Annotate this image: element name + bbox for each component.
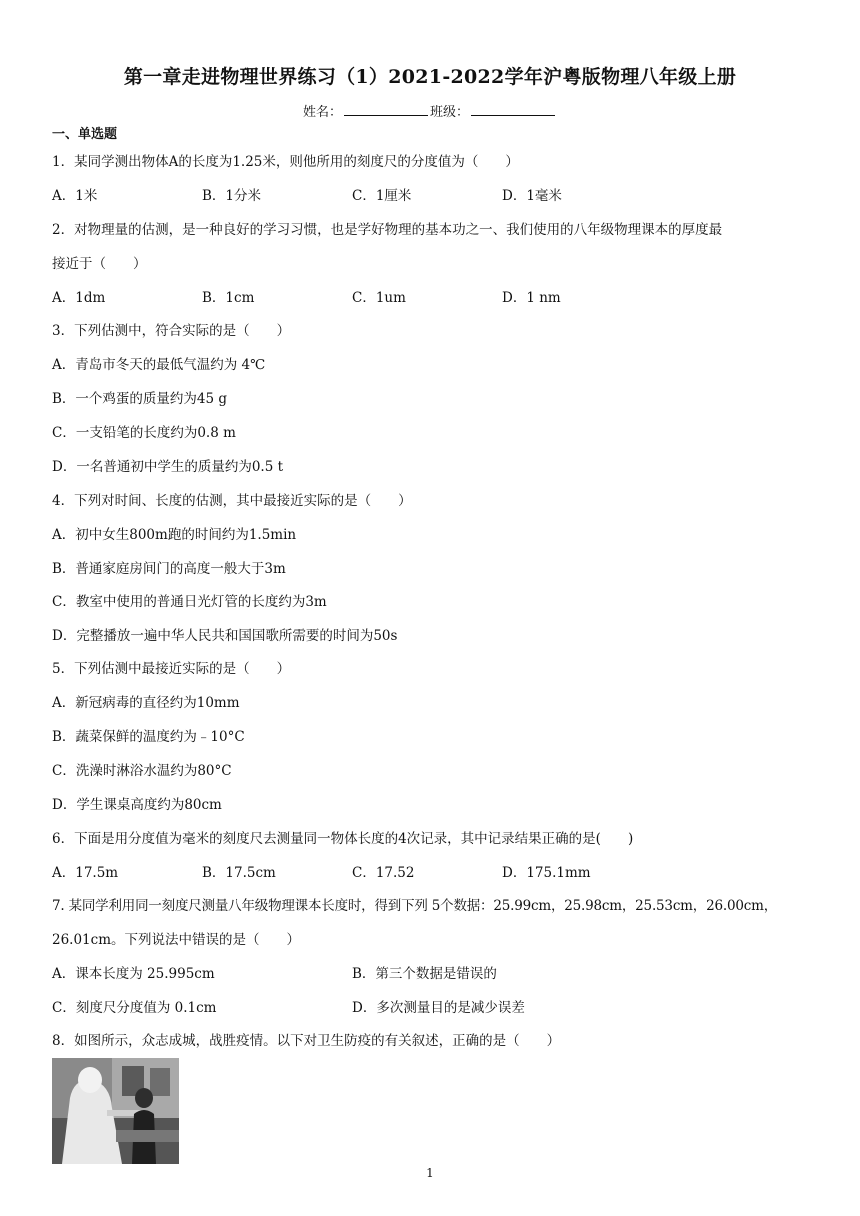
q1-option-d: D．1毫米 bbox=[502, 188, 562, 204]
q1-option-c: C．1厘米 bbox=[352, 188, 412, 204]
page-title: 第一章走进物理世界练习（1）2021-2022学年沪粤版物理八年级上册 bbox=[123, 66, 737, 88]
q6-option-b: B．17.5cm bbox=[202, 865, 276, 881]
q7-option-d: D．多次测量目的是减少误差 bbox=[352, 1000, 525, 1016]
q1-option-a: A．1米 bbox=[52, 188, 98, 204]
q7-option-c: C．刻度尺分度值为 0.1cm bbox=[52, 1000, 217, 1016]
page-number: 1 bbox=[426, 1166, 434, 1180]
q2-stem-line1: 2．对物理量的估测，是一种良好的学习习惯，也是学好物理的基本功之一、我们使用的八年级物理课本的厚度最 bbox=[52, 222, 723, 238]
q4-option-b: B．普通家庭房间门的高度一般大于3m bbox=[52, 561, 286, 577]
q5-option-d: D．学生课桌高度约为80cm bbox=[52, 797, 222, 813]
q4-option-c: C．教室中使用的普通日光灯管的长度约为3m bbox=[52, 594, 327, 610]
q6-option-c: C．17.52 bbox=[352, 865, 415, 881]
q5-option-c: C．洗澡时淋浴水温约为80°C bbox=[52, 763, 232, 779]
q2-option-b: B．1cm bbox=[202, 290, 255, 306]
name-label: 姓名： bbox=[302, 105, 342, 120]
q4-option-a: A．初中女生800m跑的时间约为1.5min bbox=[52, 527, 297, 543]
q5-stem: 5．下列估测中最接近实际的是（ ） bbox=[52, 661, 291, 677]
q7-stem-line2: 26.01cm。下列说法中错误的是（ ） bbox=[52, 932, 301, 948]
q7-option-a: A．课本长度为 25.995cm bbox=[52, 966, 215, 982]
q4-stem: 4．下列对时间、长度的估测，其中最接近实际的是（ ） bbox=[52, 493, 412, 509]
q5-option-a: A．新冠病毒的直径约为10mm bbox=[52, 695, 240, 711]
q3-option-d: D．一名普通初中学生的质量约为0.5 t bbox=[52, 459, 284, 475]
q2-option-d: D．1 nm bbox=[502, 290, 561, 306]
q1-stem: 1．某同学测出物体A的长度为1.25米，则他所用的刻度尺的分度值为（ ） bbox=[52, 154, 519, 170]
q1-option-b: B．1分米 bbox=[202, 188, 262, 204]
class-label: 班级： bbox=[430, 105, 470, 120]
q4-option-d: D．完整播放一遍中华人民共和国国歌所需要的时间为50s bbox=[52, 628, 398, 644]
q3-option-a: A．青岛市冬天的最低气温约为 4℃ bbox=[52, 357, 266, 373]
q2-option-c: C．1um bbox=[352, 290, 406, 306]
q6-option-d: D．175.1mm bbox=[502, 865, 591, 881]
q2-option-a: A．1dm bbox=[52, 290, 106, 306]
epidemic-prevention-photo bbox=[52, 1058, 179, 1164]
q7-option-b: B．第三个数据是错误的 bbox=[352, 966, 497, 982]
q2-stem-line2: 接近于（ ） bbox=[52, 256, 147, 272]
q6-option-a: A．17.5m bbox=[52, 865, 119, 881]
class-blank bbox=[471, 103, 555, 116]
section-heading: 一、单选题 bbox=[52, 127, 118, 142]
q8-stem: 8．如图所示，众志成城，战胜疫情。以下对卫生防疫的有关叙述，正确的是（ ） bbox=[52, 1033, 561, 1049]
name-blank bbox=[344, 103, 428, 116]
q7-stem-line1: 7. 某同学利用同一刻度尺测量八年级物理课本长度时，得到下列 5个数据：25.99cm，25.98cm，25.53cm，26.00cm， bbox=[52, 898, 777, 914]
q3-option-b: B．一个鸡蛋的质量约为45 g bbox=[52, 391, 228, 407]
q3-stem: 3．下列估测中，符合实际的是（ ） bbox=[52, 323, 291, 339]
q3-option-c: C．一支铅笔的长度约为0.8 m bbox=[52, 425, 236, 441]
q5-option-b: B．蔬菜保鲜的温度约为﹣10°C bbox=[52, 729, 245, 745]
q6-stem: 6．下面是用分度值为毫米的刻度尺去测量同一物体长度的4次记录，其中记录结果正确的是( ) bbox=[52, 831, 634, 847]
name-class-line bbox=[0, 101, 860, 120]
